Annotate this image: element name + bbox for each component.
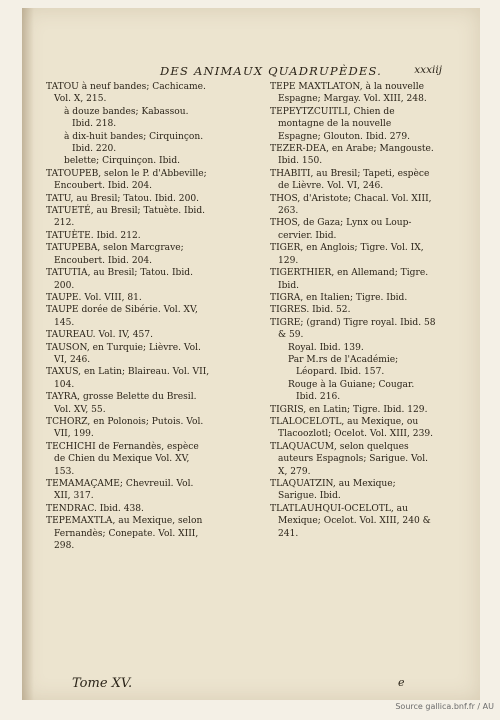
index-subentry: à douze bandes; Kabassou. Ibid. 218. — [64, 106, 189, 130]
signature-mark: e — [398, 676, 405, 689]
index-entry: TAUPE. Vol. VIII, 81. — [46, 292, 142, 303]
index-entry: THOS, d'Aristote; Chacal. Vol. XIII, 263. — [270, 193, 432, 217]
header-title: DES ANIMAUX QUADRUPÈDES. — [160, 64, 382, 78]
index-entry: TIGRA, en Italien; Tigre. Ibid. — [270, 292, 408, 303]
index-entry: THOS, de Gaza; Lynx ou Loup-cervier. Ibid. — [270, 218, 412, 241]
index-subentry: Par M.rs de l'Académie; Léopard. Ibid. 157. — [288, 354, 399, 378]
tome-label: Tome XV. — [72, 676, 133, 691]
source-credit: Source gallica.bnf.fr / AU — [395, 702, 494, 711]
index-entry: TEPE MAXTLATON, à la nouvelle Espagne; Margay. Vol. XIII, 248. — [270, 82, 427, 105]
index-entry: TLATLAUHQUI-OCELOTL, au Mexique; Ocelot. Vol. XIII, 240 & 241. — [270, 503, 431, 539]
index-entry: TIGERTHIER, en Allemand; Tigre. Ibid. — [270, 268, 429, 291]
index-entry: TIGER, en Anglois; Tigre. Vol. IX, 129. — [270, 243, 424, 266]
right-column — [270, 81, 436, 540]
index-entry: TAUPE dorée de Sibérie. Vol. XV, 145. — [46, 305, 198, 328]
index-entry: TAUSON, en Turquie; Lièvre. Vol. VI, 246. — [46, 342, 201, 365]
running-header — [100, 64, 442, 80]
index-entry: TLAQUACUM, selon quelques auteurs Espagnols; Sarigue. Vol. X, 279. — [270, 441, 429, 477]
index-entry: TIGRE; (grand) Tigre royal. Ibid. 58 & 59. — [270, 317, 436, 341]
index-subentry: à dix-huit bandes; Cirquinçon. Ibid. 220. — [64, 131, 204, 155]
index-entry: THABITI, au Bresil; Tapeti, espèce de Lièvre. Vol. VI, 246. — [270, 168, 430, 192]
index-entry: TCHORZ, en Polonois; Putois. Vol. VII, 199. — [46, 416, 204, 440]
index-entry: TLALOCELOTL, au Mexique, ou Tlacoozlotl; Ocelot. Vol. XIII, 239. — [270, 416, 434, 440]
index-entry: TECHICHI de Fernandès, espèce de Chien du Mexique Vol. XV, 153. — [46, 441, 199, 477]
index-entry: TEPEYTZCUITLI, Chien de montagne de la nouvelle Espagne; Glouton. Ibid. 279. — [270, 106, 411, 142]
index-entry: TIGRIS, en Latin; Tigre. Ibid. 129. — [270, 404, 428, 415]
index-entry: TATUPEBA, selon Marcgrave; Encoubert. Ibid. 204. — [46, 243, 184, 266]
page-gutter-shadow — [22, 8, 34, 700]
index-entry: TATUÈTE. Ibid. 212. — [46, 230, 141, 241]
index-entry: TIGRES. Ibid. 52. — [270, 305, 351, 316]
index-entry: TEPEMAXTLA, au Mexique, selon Fernandès; Conepate. Vol. XIII, 298. — [46, 516, 203, 552]
left-column — [46, 81, 212, 552]
index-entry: TATUETÉ, au Bresil; Tatuète. Ibid. 212. — [46, 206, 206, 229]
index-subentry: Royal. Ibid. 139. — [288, 342, 364, 353]
index-entry: TATOU à neuf bandes; Cachicame. Vol. X, 215. — [46, 82, 206, 105]
index-entry: TAYRA, grosse Belette du Bresil. Vol. XV, 55. — [46, 392, 197, 415]
index-entry: TEMAMAÇAME; Chevreuil. Vol. XII, 317. — [46, 479, 194, 502]
index-entry: TENDRAC. Ibid. 438. — [46, 503, 144, 514]
index-entry: TEZER-DEA, en Arabe; Mangouste. Ibid. 150. — [270, 144, 434, 167]
page-number: xxxiij — [414, 64, 442, 76]
index-subentry: Rouge à la Guiane; Cougar. Ibid. 216. — [288, 379, 415, 403]
index-entry: TAXUS, en Latin; Blaireau. Vol. VII, 104. — [46, 367, 210, 390]
index-entry: TAUREAU. Vol. IV, 457. — [46, 330, 153, 341]
index-entry: TATU, au Bresil; Tatou. Ibid. 200. — [46, 193, 200, 204]
index-entry: TLAQUATZIN, au Mexique; Sarigue. Ibid. — [270, 479, 396, 502]
index-entry: TATUTIA, au Bresil; Tatou. Ibid. 200. — [46, 268, 193, 291]
index-subentry: belette; Cirquinçon. Ibid. — [64, 156, 181, 167]
index-entry: TATOUPEB, selon le P. d'Abbeville; Encoubert. Ibid. 204. — [46, 168, 207, 192]
